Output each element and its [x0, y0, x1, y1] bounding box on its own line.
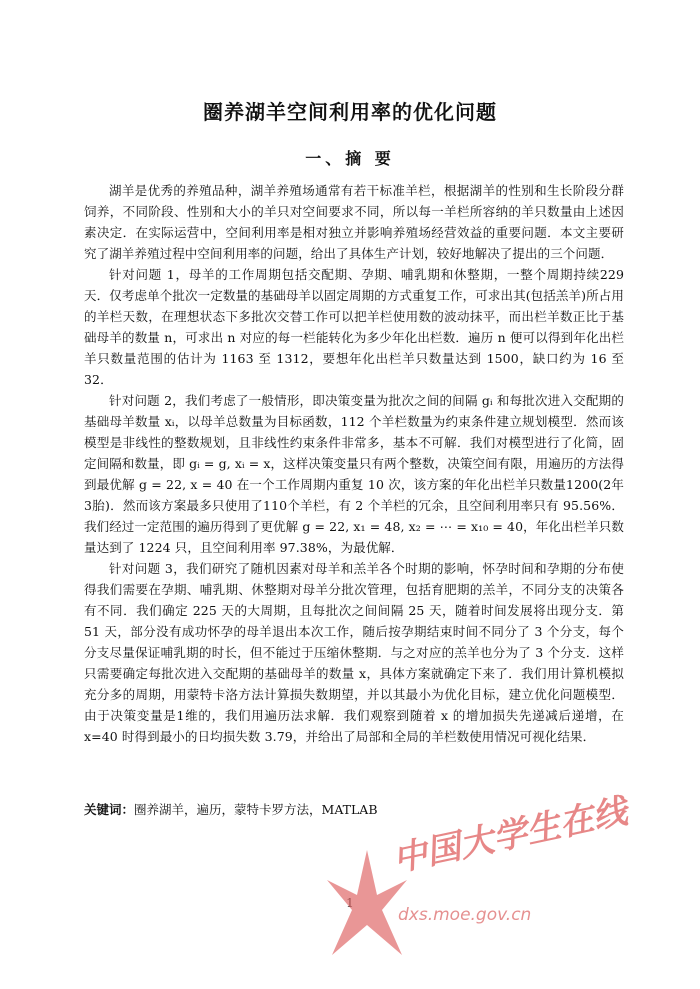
abstract-body: [84, 180, 624, 747]
paper-title: 圈养湖羊空间利用率的优化问题: [203, 100, 497, 124]
keywords-label: 关键词：: [84, 802, 135, 817]
abstract-paragraph-4: 针对问题 3，我们研究了随机因素对母羊和羔羊各个时期的影响，怀孕时间和孕期的分布使得我们需要在孕期、哺乳期、休整期对母羊分批次管理，包括育肥期的羔羊，不同分支的决策各有不同．我们确定 225 天的大周期，且每批次之间间隔 25 天，随着时间发展将出现分支．第 51 天，部分没有成功怀孕的母羊退出本次工作，随后按孕期结束时间不同分了 3 个分支，每个分支尽量保证哺乳期的时长，但不能过于压缩休整期．与之对应的羔羊也分为了 3 个分支．这样只需要确定每批次进入交配期的基础母羊的数量 x，具体方案就确定下来了．我们用计算机模拟充分多的周期，用蒙特卡洛方法计算损失数期望，并以其最小为优化目标，建立优化问题模型．由于决策变量是1维的，我们用遍历法求解．我们观察到随着 x 的增加损失先递减后递增，在 x=40 时得到最小的日均损失数 3.79，并给出了局部和全局的羊栏数使用情况可视化结果．: [84, 561, 624, 744]
abstract-paragraph-3: 针对问题 2，我们考虑了一般情形，即决策变量为批次之间的间隔 gᵢ 和每批次进入交配期的基础母羊数量 xᵢ，以母羊总数量为目标函数，112 个羊栏数量为约束条件建立规划模型．然而该模型是非线性的整数规划，且非线性约束条件非常多，基本不可解．我们对模型进行了化简，固定间隔和数量，即 gᵢ = g, xᵢ = x，这样决策变量只有两个整数，决策空间有限，用遍历的方法得到最优解 g = 22, x = 40 在一个工作周期内重复 10 次，该方案的年化出栏羊只数量1200(2年3胎)．然而该方案最多只使用了110个羊栏，有 2 个羊栏的冗余，且空间利用率只有 95.56%．我们经过一定范围的遍历得到了更优解 g = 22, x₁ = 48, x₂ = ⋯ = x₁₀ = 40，年化出栏羊只数量达到了 1224 只，且空间利用率 97.38%，为最优解．: [84, 393, 624, 555]
watermark-chinese: 中国大学生在线: [389, 791, 631, 881]
abstract-paragraph-1: 湖羊是优秀的养殖品种，湖羊养殖场通常有若干标准羊栏，根据湖羊的性别和生长阶段分群饲养，不同阶段、性别和大小的羊只对空间要求不同，所以每一羊栏所容纳的羊只数量由上述因素决定．在实际运营中，空间利用率是相对独立并影响养殖场经营效益的重要问题．本文主要研究了湖羊养殖过程中空间利用率的问题，给出了具体生产计划，较好地解决了提出的三个问题．: [84, 183, 624, 261]
abstract-paragraph-2: 针对问题 1，母羊的工作周期包括交配期、孕期、哺乳期和休整期，一整个周期持续229天．仅考虑单个批次一定数量的基础母羊以固定周期的方式重复工作，可求出其(包括羔羊)所占用的羊栏天数，在理想状态下多批次交替工作可以把羊栏使用数的波动抹平，而出栏羊数正比于基础母羊的数量 n，可求出 n 对应的每一栏能转化为多少年化出栏数．遍历 n 便可以得到年化出栏羊只数量范围的估计为 1163 至 1312，要想年化出栏羊只数量达到 1500，缺口约为 16 至 32．: [84, 267, 624, 387]
keywords-text: 圈养湖羊，遍历，蒙特卡罗方法，MATLAB: [134, 802, 378, 817]
section-heading: 一、摘 要: [305, 149, 395, 168]
keywords-line: [84, 800, 378, 818]
watermark-url: dxs.moe.gov.cn: [398, 905, 532, 925]
